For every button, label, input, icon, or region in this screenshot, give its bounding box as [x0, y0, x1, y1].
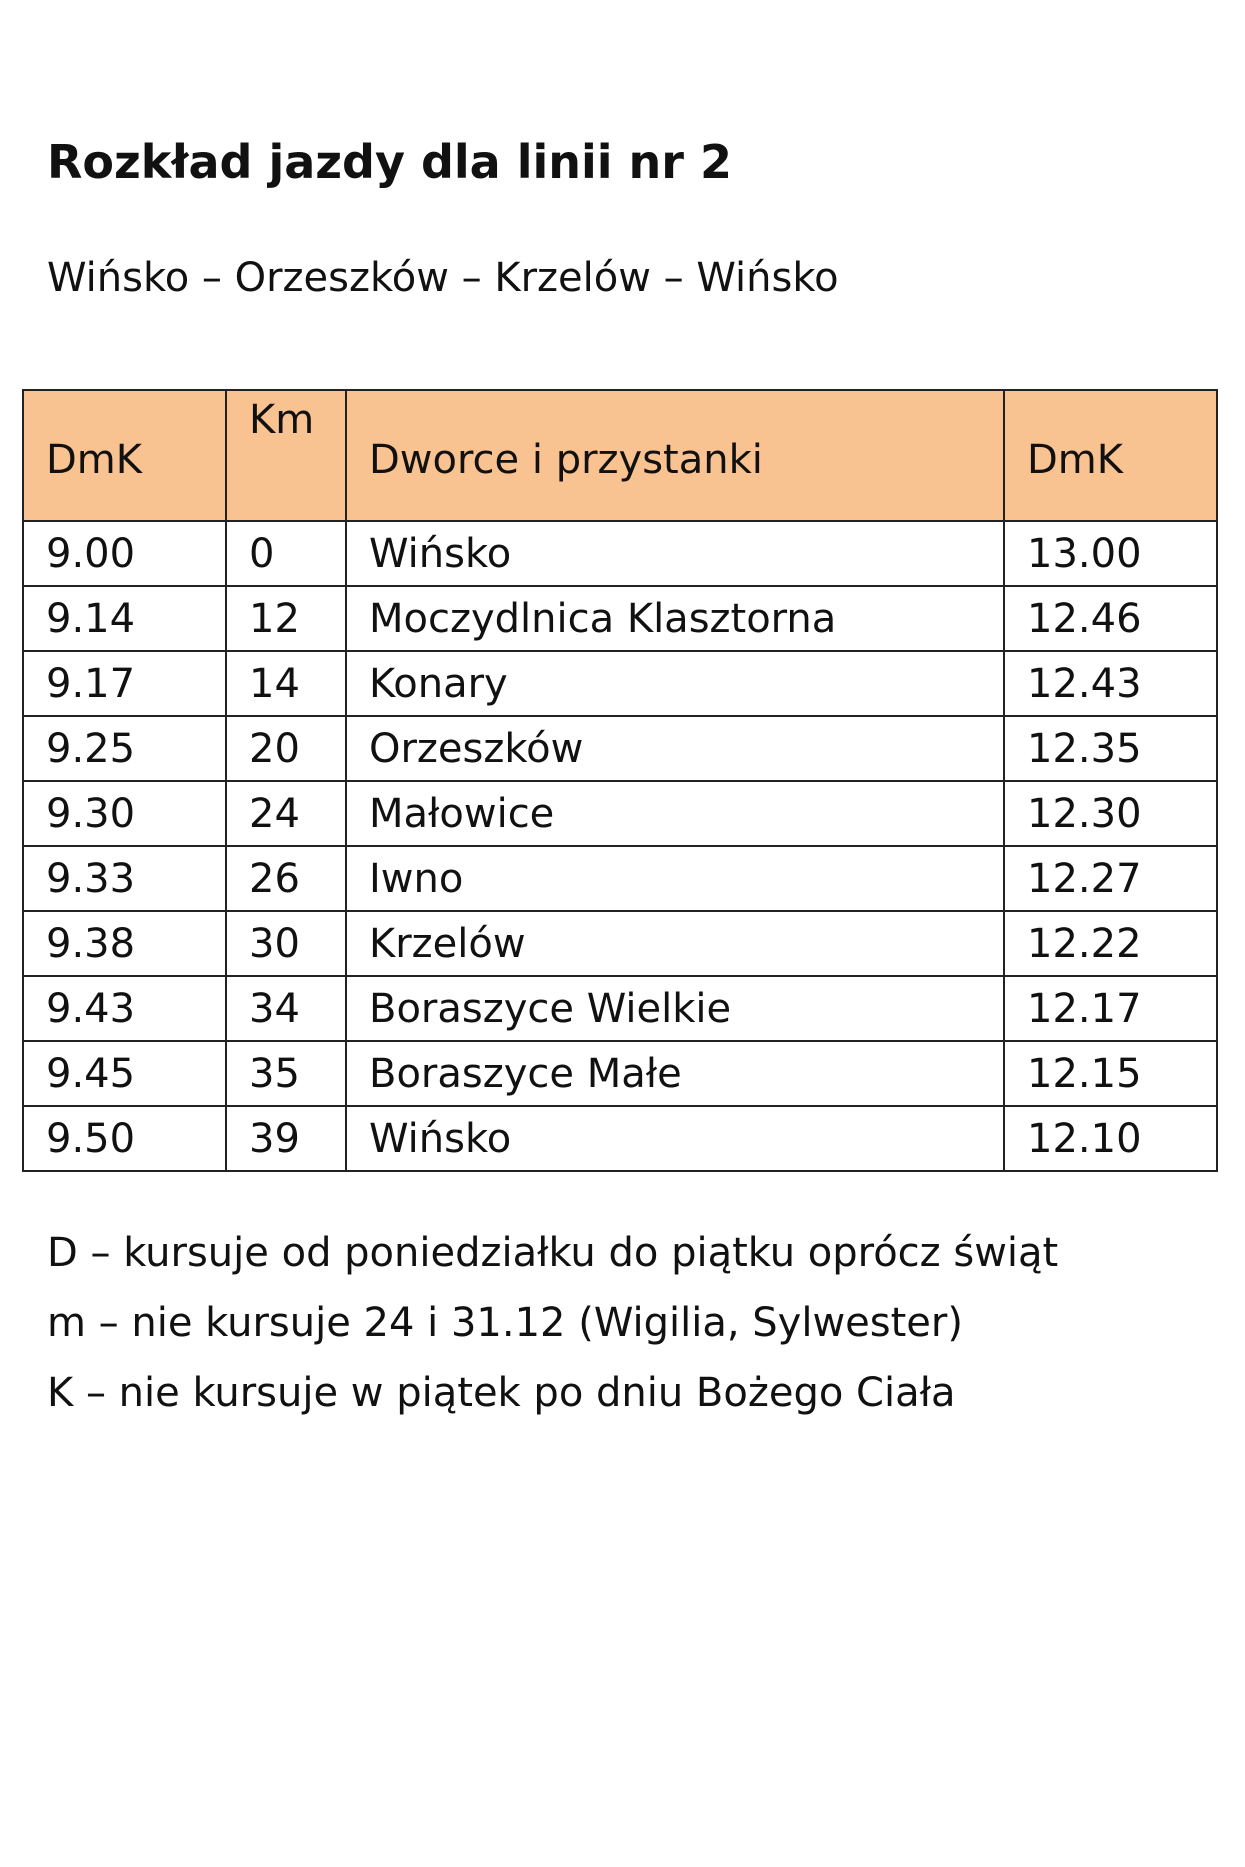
legend-item: D – kursuje od poniedziałku do piątku oprócz świąt	[47, 1230, 1059, 1276]
km-cell: 30	[226, 911, 346, 976]
table-row	[23, 846, 1217, 911]
table-row	[23, 1106, 1217, 1171]
km-cell: 34	[226, 976, 346, 1041]
legend-item: K – nie kursuje w piątek po dniu Bożego Ciała	[47, 1370, 956, 1416]
table-row	[23, 781, 1217, 846]
km-cell: 0	[226, 521, 346, 586]
departure-time-cell: 9.45	[23, 1041, 226, 1106]
km-cell: 26	[226, 846, 346, 911]
return-time-cell: 12.30	[1004, 781, 1217, 846]
stop-name-cell: Moczydlnica Klasztorna	[346, 586, 1004, 651]
stop-name-cell: Konary	[346, 651, 1004, 716]
departure-time-cell: 9.43	[23, 976, 226, 1041]
timetable-header	[23, 390, 1217, 521]
timetable	[22, 389, 1218, 1172]
header-km: Km	[226, 390, 346, 521]
departure-time-cell: 9.17	[23, 651, 226, 716]
stop-name-cell: Boraszyce Małe	[346, 1041, 1004, 1106]
departure-time-cell: 9.33	[23, 846, 226, 911]
km-cell: 14	[226, 651, 346, 716]
departure-time-cell: 9.25	[23, 716, 226, 781]
table-row	[23, 716, 1217, 781]
stop-name-cell: Małowice	[346, 781, 1004, 846]
header-dmk-return: DmK	[1004, 390, 1217, 521]
header-row	[23, 390, 1217, 521]
legend	[47, 1218, 1058, 1428]
table-row	[23, 521, 1217, 586]
header-stops: Dworce i przystanki	[346, 390, 1004, 521]
stop-name-cell: Wińsko	[346, 521, 1004, 586]
table-row	[23, 911, 1217, 976]
km-cell: 35	[226, 1041, 346, 1106]
return-time-cell: 12.43	[1004, 651, 1217, 716]
legend-item: m – nie kursuje 24 i 31.12 (Wigilia, Sylwester)	[47, 1300, 963, 1346]
stop-name-cell: Orzeszków	[346, 716, 1004, 781]
table-row	[23, 651, 1217, 716]
return-time-cell: 12.10	[1004, 1106, 1217, 1171]
departure-time-cell: 9.50	[23, 1106, 226, 1171]
route-subtitle: Wińsko – Orzeszków – Krzelów – Wińsko	[47, 255, 839, 301]
return-time-cell: 12.22	[1004, 911, 1217, 976]
km-cell: 12	[226, 586, 346, 651]
stop-name-cell: Wińsko	[346, 1106, 1004, 1171]
departure-time-cell: 9.30	[23, 781, 226, 846]
return-time-cell: 12.46	[1004, 586, 1217, 651]
return-time-cell: 12.27	[1004, 846, 1217, 911]
table-row	[23, 976, 1217, 1041]
return-time-cell: 13.00	[1004, 521, 1217, 586]
table-row	[23, 586, 1217, 651]
stop-name-cell: Krzelów	[346, 911, 1004, 976]
return-time-cell: 12.35	[1004, 716, 1217, 781]
km-cell: 24	[226, 781, 346, 846]
timetable-body	[23, 521, 1217, 1171]
return-time-cell: 12.15	[1004, 1041, 1217, 1106]
page-title: Rozkład jazdy dla linii nr 2	[47, 135, 732, 189]
return-time-cell: 12.17	[1004, 976, 1217, 1041]
table-row	[23, 1041, 1217, 1106]
departure-time-cell: 9.00	[23, 521, 226, 586]
km-cell: 39	[226, 1106, 346, 1171]
departure-time-cell: 9.14	[23, 586, 226, 651]
km-cell: 20	[226, 716, 346, 781]
stop-name-cell: Boraszyce Wielkie	[346, 976, 1004, 1041]
departure-time-cell: 9.38	[23, 911, 226, 976]
header-dmk-departure: DmK	[23, 390, 226, 521]
stop-name-cell: Iwno	[346, 846, 1004, 911]
